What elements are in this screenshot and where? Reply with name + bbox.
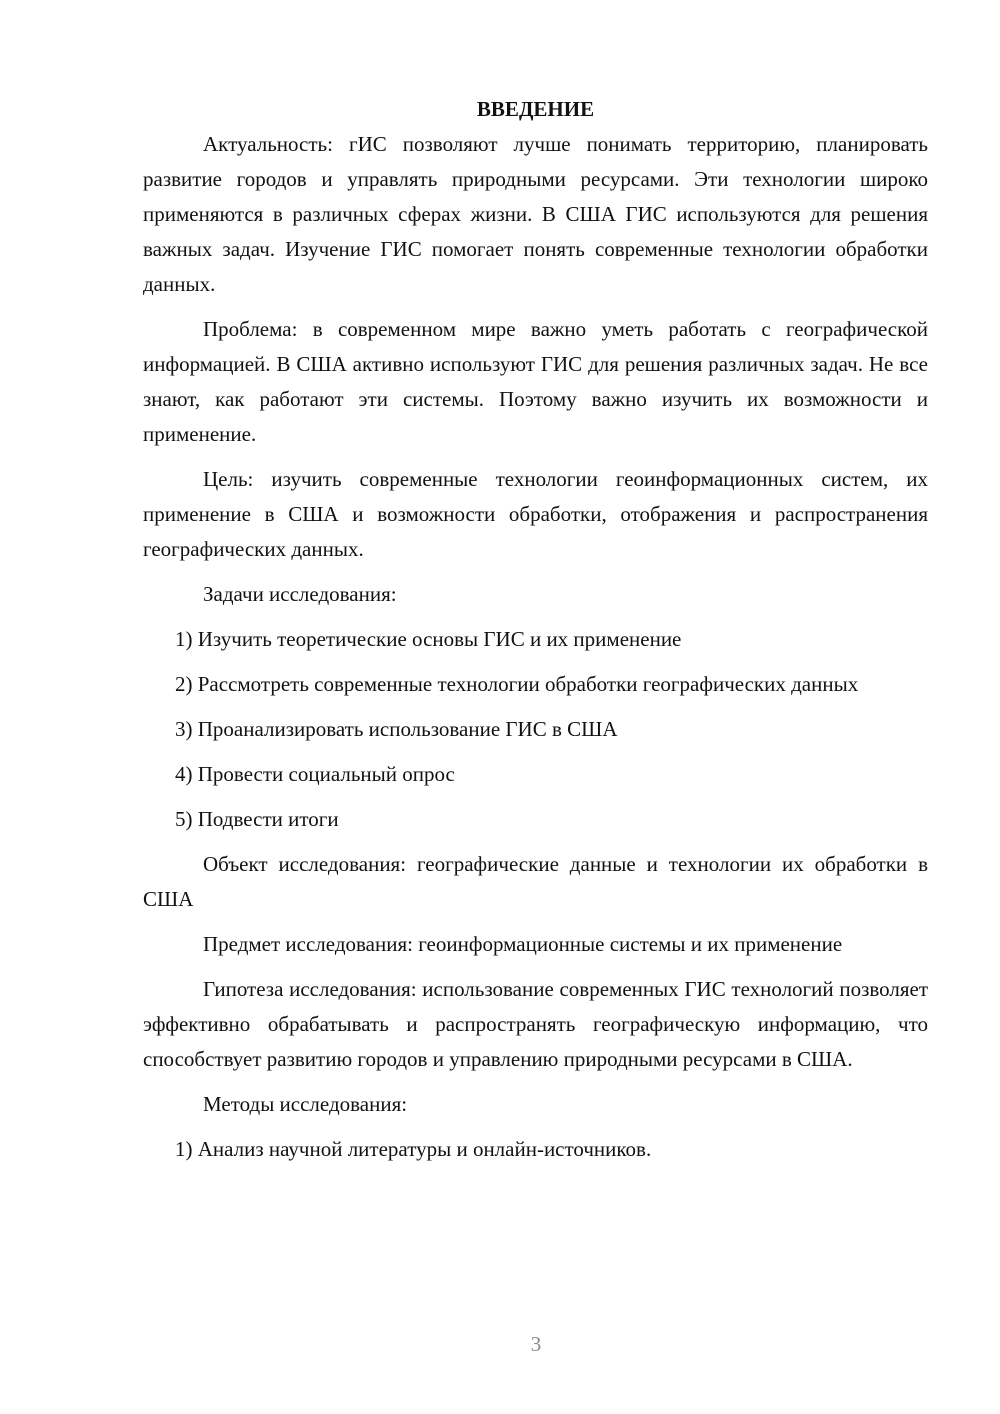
problem-paragraph: Проблема: в современном мире важно уметь работать с географической информацией. В США активно используют ГИС для решения различных задач. Не все знают, как работают эти системы. Поэтому важно изучить их возможности и применение. (143, 317, 928, 446)
object-paragraph: Объект исследования: географические данные и технологии их обработки в США (143, 852, 928, 911)
relevance-paragraph: Актуальность: гИС позволяют лучше понимать территорию, планировать развитие городов и управлять природными ресурсами. Эти технологии широко применяются в различных сферах жизни. В США ГИС используются для решения важных задач. Изучение ГИС помогает понять современные технологии обработки данных. (143, 132, 928, 296)
methods-heading: Методы исследования: (203, 1092, 408, 1116)
tasks-heading: Задачи исследования: (203, 582, 397, 606)
task-item: 3) Проанализировать использование ГИС в США (175, 717, 618, 741)
document-page (143, 92, 928, 1177)
task-item: 4) Провести социальный опрос (175, 762, 455, 786)
goal-paragraph: Цель: изучить современные технологии геоинформационных систем, их применение в США и возможности обработки, отображения и распространения географических данных. (143, 467, 928, 561)
method-item: 1) Анализ научной литературы и онлайн-источников. (175, 1137, 652, 1161)
subject-paragraph: Предмет исследования: геоинформационные системы и их применение (203, 932, 843, 956)
task-item: 2) Рассмотреть современные технологии обработки географических данных (175, 672, 859, 696)
hypothesis-paragraph: Гипотеза исследования: использование современных ГИС технологий позволяет эффективно обрабатывать и распространять географическую информацию, что способствует развитию городов и управлению природными ресурсами в США. (143, 977, 928, 1071)
task-item: 1) Изучить теоретические основы ГИС и их применение (175, 627, 682, 651)
page-number: 3 (530, 1332, 542, 1356)
task-item: 5) Подвести итоги (175, 807, 339, 831)
page-title: ВВЕДЕНИЕ (476, 97, 595, 121)
